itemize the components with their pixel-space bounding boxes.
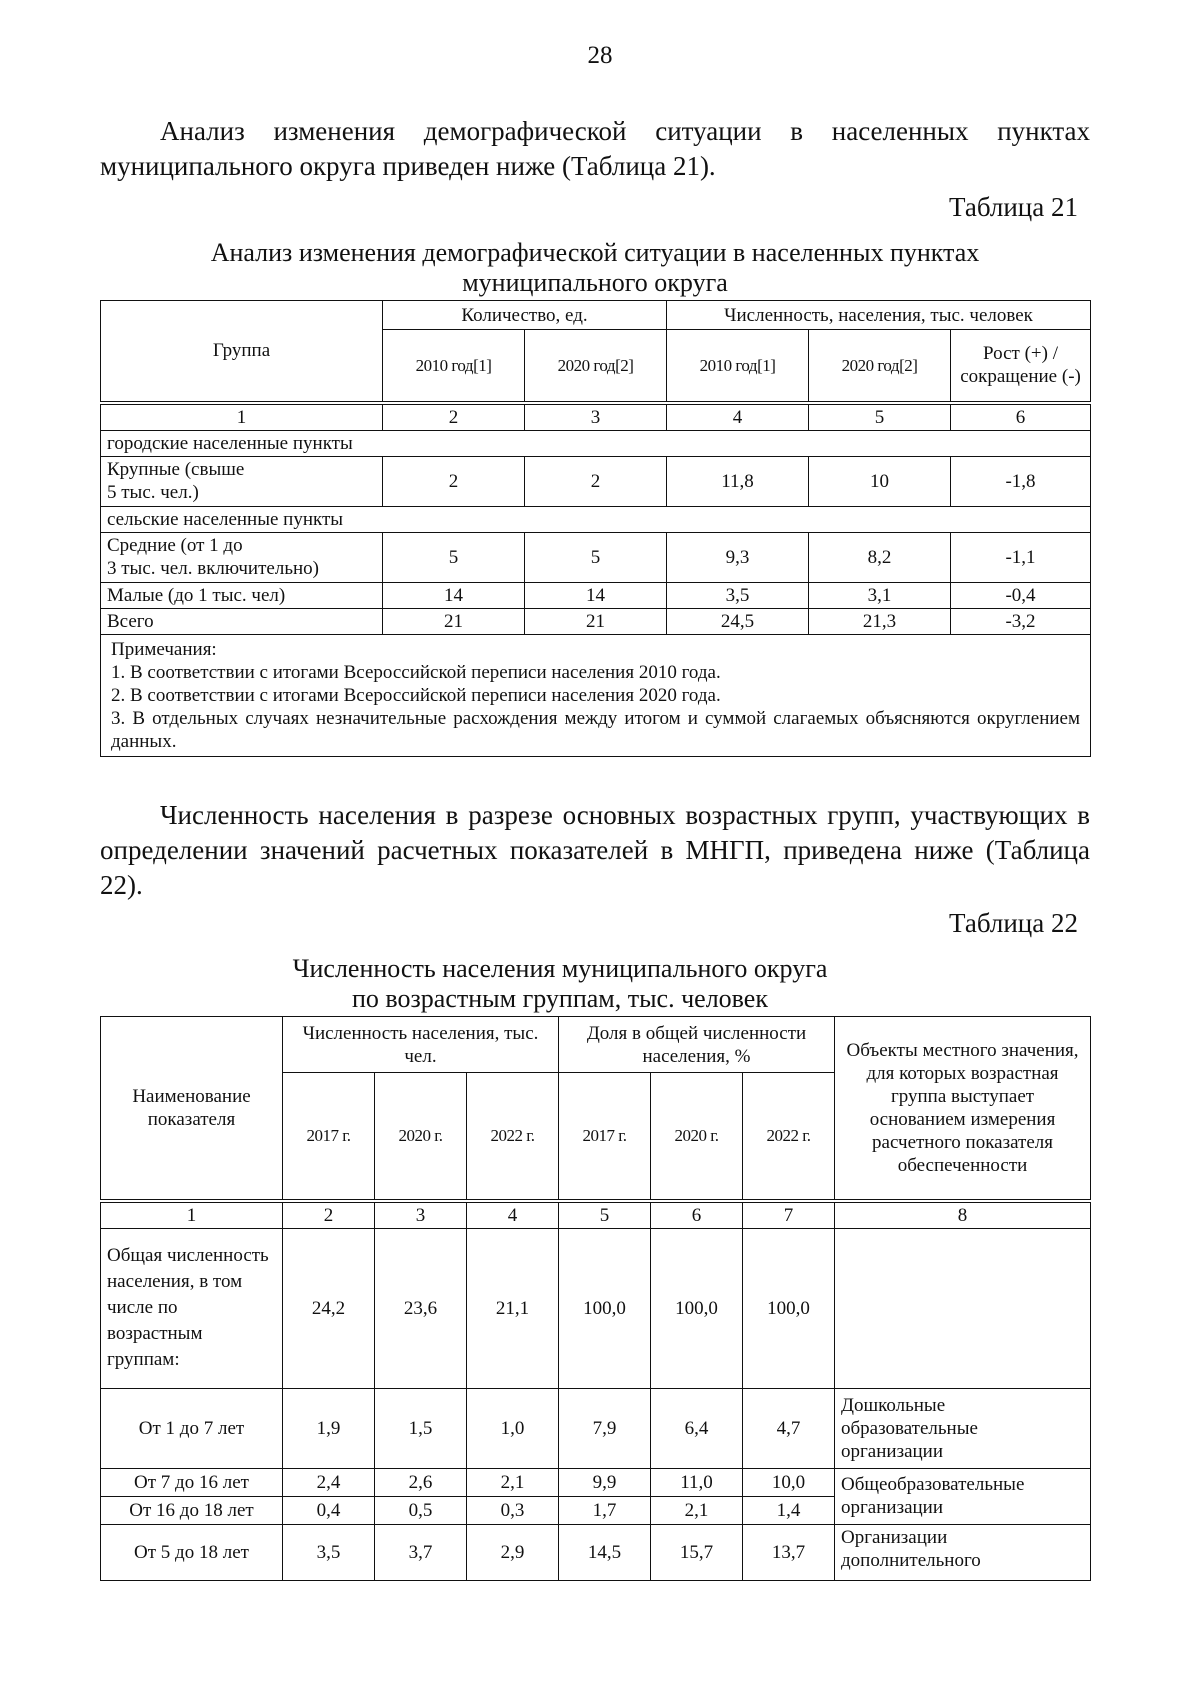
t21-cell: 2 [525,456,667,506]
table-row [101,582,1091,608]
t22-header-year: 2017 г. [559,1073,651,1201]
t21-cell: 14 [525,582,667,608]
t22-cell: 1,5 [375,1388,467,1468]
table-row [101,532,1091,582]
table-21-label: Таблица 21 [949,192,1078,222]
t22-colnum: 1 [101,1201,283,1229]
t21-cell: -3,2 [951,608,1091,634]
table-22-title-line2: по возрастным группам, тыс. человек [352,984,768,1013]
t22-cell: 2,9 [467,1524,559,1580]
t21-note-1: 1. В соответствии с итогами Всероссийской переписи населения 2010 года. [111,661,721,683]
t21-note-2: 2. В соответствии с итогами Всероссийской переписи населения 2020 года. [111,684,721,706]
table-row [101,456,1091,506]
t21-cell: 11,8 [667,456,809,506]
t21-cell: 9,3 [667,532,809,582]
t22-header-share: Доля в общей численности населения, % [559,1017,835,1073]
t22-colnum: 2 [283,1201,375,1229]
intro-paragraph-text: Анализ изменения демографической ситуации в населенных пунктах муниципального округа приведен ниже (Таблица 21). [100,116,1090,181]
table-row [101,1468,1091,1496]
t22-cell: 13,7 [743,1524,835,1580]
t21-cell: 2 [383,456,525,506]
t21-section-urban: городские населенные пункты [101,430,1091,456]
t22-cell-object [835,1228,1091,1388]
t21-colnum: 5 [809,403,951,431]
t21-row-name [101,532,383,582]
t21-cell: 5 [525,532,667,582]
table-row [101,1388,1091,1468]
t22-row-name: От 5 до 18 лет [101,1524,283,1580]
table-22-label: Таблица 22 [949,908,1078,938]
t21-cell: 10 [809,456,951,506]
t21-cell: 21 [383,608,525,634]
table-22-title-line1: Численность населения муниципального округа [292,954,828,983]
t21-colnum: 3 [525,403,667,431]
t21-colnum: 6 [951,403,1091,431]
t21-header-count-2010: 2010 год[1] [383,330,525,403]
t22-cell: 14,5 [559,1524,651,1580]
t22-cell: 24,2 [283,1228,375,1388]
t22-cell: 2,1 [651,1496,743,1524]
t22-cell: 11,0 [651,1468,743,1496]
t21-cell: 24,5 [667,608,809,634]
t21-colnum: 4 [667,403,809,431]
t21-cell: 14 [383,582,525,608]
t21-header-count-2020: 2020 год[2] [525,330,667,403]
t22-header-population: Численность населения, тыс. чел. [283,1017,559,1073]
t22-cell: 15,7 [651,1524,743,1580]
t22-colnum: 5 [559,1201,651,1229]
t22-cell: 2,1 [467,1468,559,1496]
table-21-title-line2: муниципального округа [462,268,728,297]
table-21-title [100,238,1090,298]
t21-header-pop-2020: 2020 год[2] [809,330,951,403]
t22-cell-object: Общеобразовательные организации [835,1468,1091,1524]
t22-row-name: От 1 до 7 лет [101,1388,283,1468]
t21-cell: 21 [525,608,667,634]
t22-cell: 100,0 [651,1228,743,1388]
table-row [101,1228,1091,1388]
t22-cell: 23,6 [375,1228,467,1388]
t22-cell: 0,4 [283,1496,375,1524]
t22-cell: 4,7 [743,1388,835,1468]
t22-cell: 1,7 [559,1496,651,1524]
t22-cell: 10,0 [743,1468,835,1496]
t22-header-year: 2022 г. [743,1073,835,1201]
t21-cell: -1,8 [951,456,1091,506]
t22-header-year: 2017 г. [283,1073,375,1201]
t22-cell: 3,7 [375,1524,467,1580]
t22-colnum: 3 [375,1201,467,1229]
t21-header-group: Группа [101,301,383,403]
t22-cell: 2,6 [375,1468,467,1496]
t22-cell: 0,3 [467,1496,559,1524]
t21-header-growth: Рост (+) / сокращение (-) [951,330,1091,403]
t21-row-name: Малые (до 1 тыс. чел) [101,582,383,608]
table-22 [100,1016,1091,1581]
t21-note-3: 3. В отдельных случаях незначительные расхождения между итогом и суммой слагаемых объясняются округлением данных. [111,707,1081,752]
t22-cell: 1,4 [743,1496,835,1524]
t21-section-rural: сельские населенные пункты [101,506,1091,532]
t21-cell: 8,2 [809,532,951,582]
table-22-title [180,954,940,1014]
t21-notes [101,634,1091,756]
t22-colnum: 6 [651,1201,743,1229]
table-row [101,1524,1091,1580]
intro-paragraph [100,114,1090,184]
t22-colnum: 4 [467,1201,559,1229]
t22-header-year: 2020 г. [375,1073,467,1201]
t22-cell: 21,1 [467,1228,559,1388]
t22-header-objects: Объекты местного значения, для которых возрастная группа выступает основанием измерения расчетного показателя обеспеченности [835,1017,1091,1201]
page-number: 28 [587,42,613,69]
t21-row-name-line: Средние (от 1 до [107,535,243,556]
t21-cell: 5 [383,532,525,582]
t22-cell-object: Дошкольные образовательные организации [835,1388,1091,1468]
t22-cell: 0,5 [375,1496,467,1524]
t21-colnum: 1 [101,403,383,431]
t22-cell: 1,9 [283,1388,375,1468]
t22-cell: 3,5 [283,1524,375,1580]
t22-cell: 100,0 [559,1228,651,1388]
t22-row-name: От 16 до 18 лет [101,1496,283,1524]
t21-colnum: 2 [383,403,525,431]
t22-colnum: 8 [835,1201,1091,1229]
t21-cell: 21,3 [809,608,951,634]
t22-cell: 6,4 [651,1388,743,1468]
t22-cell: 2,4 [283,1468,375,1496]
t22-cell: 9,9 [559,1468,651,1496]
t21-header-count: Количество, ед. [383,301,667,330]
t22-cell: 7,9 [559,1388,651,1468]
t21-row-name-line: 3 тыс. чел. включительно) [107,558,319,579]
t22-header-year: 2022 г. [467,1073,559,1201]
t21-cell: 3,1 [809,582,951,608]
t21-header-pop-2010: 2010 год[1] [667,330,809,403]
t21-row-name [101,456,383,506]
table-row [101,608,1091,634]
t21-notes-title: Примечания: [111,638,217,660]
t22-row-name: Общая численность населения, в том числе по возрастным группам: [101,1228,283,1388]
t21-cell: -1,1 [951,532,1091,582]
t22-cell: 1,0 [467,1388,559,1468]
t22-colnum: 7 [743,1201,835,1229]
t22-cell-object: Организации дополнительного [835,1524,1091,1580]
t21-row-name-line: Крупные (свыше [107,459,245,480]
second-paragraph-text: Численность населения в разрезе основных возрастных групп, участвующих в определении значений расчетных показателей в МНГП, приведена ниже (Таблица 22). [100,800,1090,900]
table-21-title-line1: Анализ изменения демографической ситуации в населенных пунктах [210,238,980,267]
t22-row-name: От 7 до 16 лет [101,1468,283,1496]
t21-cell: 3,5 [667,582,809,608]
t21-row-name-line: 5 тыс. чел.) [107,482,199,503]
t22-header-year: 2020 г. [651,1073,743,1201]
t21-header-population: Численность, населения, тыс. человек [667,301,1091,330]
table-21 [100,300,1091,757]
t22-header-indicator: Наименование показателя [101,1017,283,1201]
t21-row-name: Всего [101,608,383,634]
t21-cell: -0,4 [951,582,1091,608]
second-paragraph [100,798,1090,903]
t22-cell: 100,0 [743,1228,835,1388]
